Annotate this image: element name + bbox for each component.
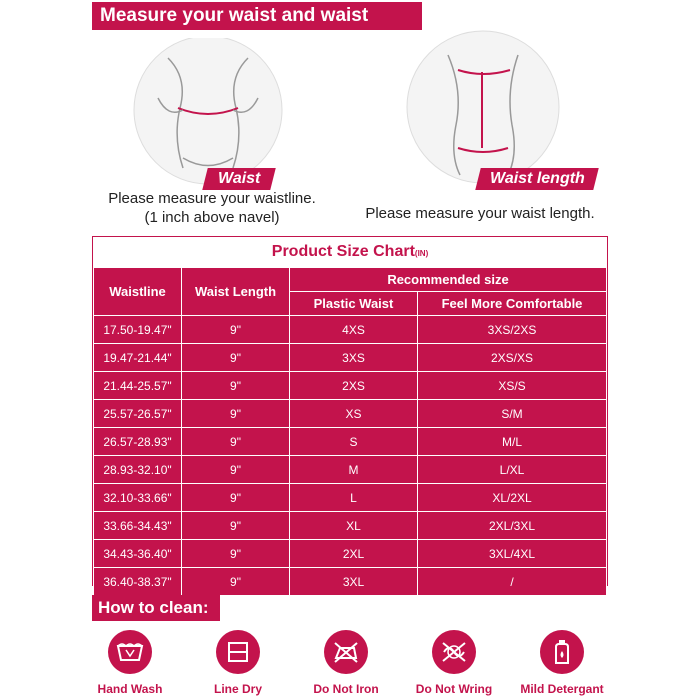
cell-waistline: 34.43-36.40" [94, 540, 182, 568]
care-label: Do Not Iron [313, 682, 379, 696]
cell-waist-length: 9" [182, 456, 290, 484]
cell-plastic: 3XL [290, 568, 418, 596]
do-not-wring-icon [432, 630, 476, 674]
cell-plastic: S [290, 428, 418, 456]
cell-plastic: XS [290, 400, 418, 428]
size-table [93, 267, 607, 596]
cell-waist-length: 9" [182, 316, 290, 344]
cell-plastic: L [290, 484, 418, 512]
header-plastic-waist: Plastic Waist [290, 292, 418, 316]
cell-plastic: 2XL [290, 540, 418, 568]
table-row [94, 568, 607, 596]
cell-waist-length: 9" [182, 344, 290, 372]
waist-caption-line2: (1 inch above navel) [144, 209, 280, 226]
header-feel-comfortable: Feel More Comfortable [418, 292, 607, 316]
table-row [94, 400, 607, 428]
cell-waistline: 26.57-28.93" [94, 428, 182, 456]
cell-waist-length: 9" [182, 484, 290, 512]
cell-comfortable: 3XS/2XS [418, 316, 607, 344]
cell-comfortable: XL/2XL [418, 484, 607, 512]
care-do-not-iron [296, 630, 396, 696]
cell-waist-length: 9" [182, 428, 290, 456]
waist-illustration [128, 38, 288, 188]
header-waistline: Waistline [94, 268, 182, 316]
cell-waist-length: 9" [182, 372, 290, 400]
cell-waistline: 17.50-19.47" [94, 316, 182, 344]
cell-waist-length: 9" [182, 512, 290, 540]
cell-plastic: XL [290, 512, 418, 540]
care-do-not-wring [404, 630, 504, 696]
cell-waist-length: 9" [182, 568, 290, 596]
waist-length-illustration [398, 30, 568, 185]
care-label: Hand Wash [97, 682, 163, 696]
size-chart [92, 236, 608, 589]
cell-plastic: 2XS [290, 372, 418, 400]
measure-heading: Measure your waist and waist length: [92, 2, 422, 30]
table-row [94, 540, 607, 568]
cell-comfortable: 2XS/XS [418, 344, 607, 372]
table-row [94, 456, 607, 484]
table-row [94, 316, 607, 344]
cell-comfortable: 3XL/4XL [418, 540, 607, 568]
size-chart-title [93, 237, 607, 267]
cell-waistline: 33.66-34.43" [94, 512, 182, 540]
cell-waist-length: 9" [182, 540, 290, 568]
table-row [94, 344, 607, 372]
cell-waistline: 32.10-33.66" [94, 484, 182, 512]
cell-plastic: 4XS [290, 316, 418, 344]
size-chart-unit: (IN) [414, 249, 429, 258]
care-line-dry [188, 630, 288, 696]
care-label: Mild Detergant [520, 682, 604, 696]
cell-plastic: M [290, 456, 418, 484]
care-mild-detergent [512, 630, 612, 696]
care-hand-wash [80, 630, 180, 696]
table-row [94, 484, 607, 512]
table-row [94, 428, 607, 456]
header-recommended: Recommended size [290, 268, 607, 292]
do-not-iron-icon [324, 630, 368, 674]
cell-waistline: 36.40-38.37" [94, 568, 182, 596]
cell-comfortable: M/L [418, 428, 607, 456]
care-label: Do Not Wring [415, 682, 493, 696]
cell-waistline: 19.47-21.44" [94, 344, 182, 372]
waist-tag: Waist [202, 168, 275, 190]
cell-plastic: 3XS [290, 344, 418, 372]
cell-comfortable: 2XL/3XL [418, 512, 607, 540]
hand-wash-icon [108, 630, 152, 674]
clean-heading: How to clean: [92, 595, 220, 621]
cell-waistline: 28.93-32.10" [94, 456, 182, 484]
cell-waistline: 21.44-25.57" [94, 372, 182, 400]
table-row [94, 372, 607, 400]
cell-waist-length: 9" [182, 400, 290, 428]
cell-comfortable: XS/S [418, 372, 607, 400]
waist-caption [72, 189, 352, 227]
cell-waistline: 25.57-26.57" [94, 400, 182, 428]
table-row [94, 512, 607, 540]
care-label: Line Dry [213, 682, 262, 696]
waist-caption-line1: Please measure your waistline. [108, 190, 316, 207]
line-dry-icon [216, 630, 260, 674]
detergent-icon [540, 630, 584, 674]
size-chart-title-text: Product Size Chart [271, 243, 415, 260]
cell-comfortable: S/M [418, 400, 607, 428]
waist-length-caption: Please measure your waist length. [365, 205, 595, 222]
waist-length-tag: Waist length [475, 168, 598, 190]
header-waist-length: Waist Length [182, 268, 290, 316]
cell-comfortable: L/XL [418, 456, 607, 484]
cell-comfortable: / [418, 568, 607, 596]
